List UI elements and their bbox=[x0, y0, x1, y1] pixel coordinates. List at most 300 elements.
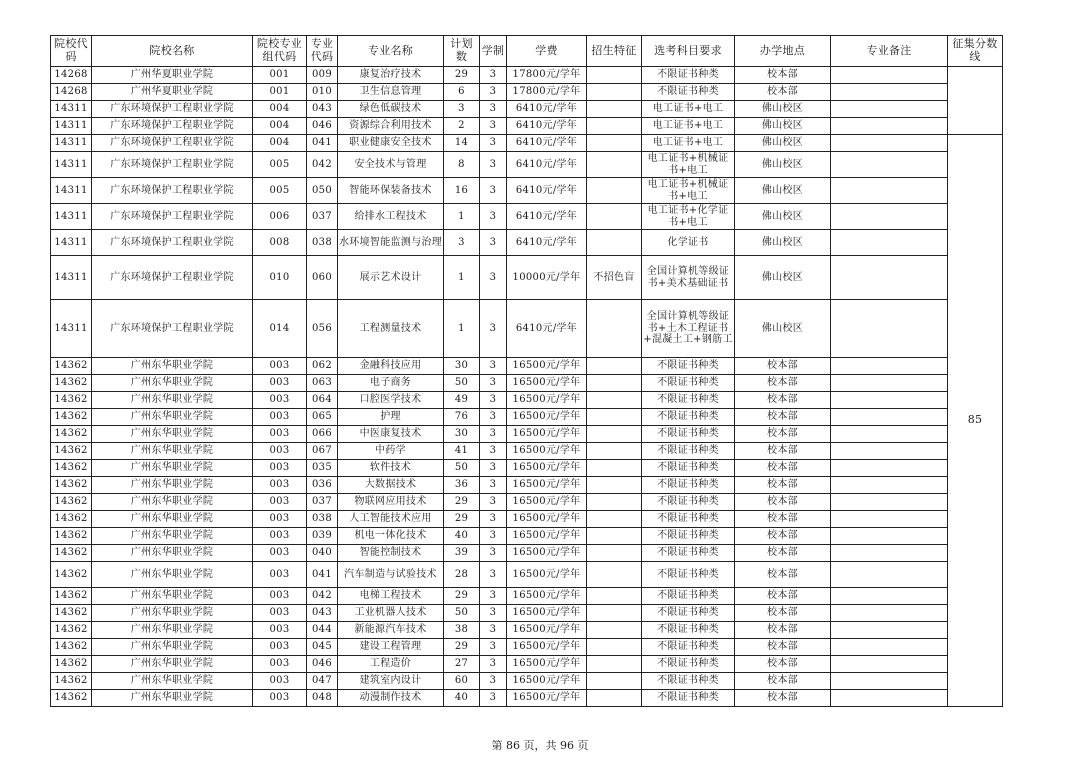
major-code-cell: 010 bbox=[307, 84, 338, 101]
group-code-cell: 003 bbox=[253, 639, 307, 656]
remarks-cell bbox=[831, 178, 948, 204]
years-cell: 3 bbox=[480, 178, 507, 204]
location-cell: 校本部 bbox=[735, 622, 831, 639]
group-code-cell: 003 bbox=[253, 358, 307, 375]
school-name-cell: 广东环境保护工程职业学院 bbox=[92, 118, 253, 135]
header-group-code: 院校专业组代码 bbox=[253, 36, 307, 67]
tuition-cell: 16500元/学年 bbox=[507, 545, 587, 562]
subject-requirement-cell: 不限证书种类 bbox=[642, 639, 735, 656]
table-row bbox=[51, 511, 1003, 528]
header-years: 学制 bbox=[480, 36, 507, 67]
school-name-cell: 广东环境保护工程职业学院 bbox=[92, 135, 253, 152]
remarks-cell bbox=[831, 118, 948, 135]
years-cell: 3 bbox=[480, 443, 507, 460]
feature-cell bbox=[587, 409, 642, 426]
years-cell: 3 bbox=[480, 528, 507, 545]
school-code-cell: 14362 bbox=[51, 528, 92, 545]
feature-cell bbox=[587, 673, 642, 690]
major-name-cell: 职业健康安全技术 bbox=[338, 135, 444, 152]
tuition-cell: 16500元/学年 bbox=[507, 639, 587, 656]
table-row bbox=[51, 494, 1003, 511]
remarks-cell bbox=[831, 358, 948, 375]
table-row bbox=[51, 358, 1003, 375]
school-code-cell: 14362 bbox=[51, 358, 92, 375]
table-row bbox=[51, 152, 1003, 178]
remarks-cell bbox=[831, 256, 948, 300]
table-row bbox=[51, 545, 1003, 562]
school-code-cell: 14362 bbox=[51, 562, 92, 588]
remarks-cell bbox=[831, 562, 948, 588]
school-name-cell: 广州东华职业学院 bbox=[92, 690, 253, 707]
subject-requirement-cell: 不限证书种类 bbox=[642, 494, 735, 511]
tuition-cell: 17800元/学年 bbox=[507, 67, 587, 84]
plan-count-cell: 30 bbox=[444, 426, 480, 443]
table-row bbox=[51, 639, 1003, 656]
major-code-cell: 046 bbox=[307, 118, 338, 135]
header-remarks: 专业备注 bbox=[831, 36, 948, 67]
school-name-cell: 广东环境保护工程职业学院 bbox=[92, 178, 253, 204]
major-name-cell: 绿色低碳技术 bbox=[338, 101, 444, 118]
major-code-cell: 042 bbox=[307, 152, 338, 178]
group-code-cell: 003 bbox=[253, 562, 307, 588]
school-code-cell: 14362 bbox=[51, 511, 92, 528]
school-name-cell: 广州东华职业学院 bbox=[92, 409, 253, 426]
school-name-cell: 广州东华职业学院 bbox=[92, 392, 253, 409]
location-cell: 校本部 bbox=[735, 673, 831, 690]
feature-cell bbox=[587, 562, 642, 588]
plan-count-cell: 40 bbox=[444, 528, 480, 545]
years-cell: 3 bbox=[480, 152, 507, 178]
location-cell: 校本部 bbox=[735, 545, 831, 562]
school-code-cell: 14311 bbox=[51, 118, 92, 135]
feature-cell bbox=[587, 392, 642, 409]
group-code-cell: 001 bbox=[253, 84, 307, 101]
school-code-cell: 14311 bbox=[51, 204, 92, 230]
school-code-cell: 14311 bbox=[51, 101, 92, 118]
major-code-cell: 045 bbox=[307, 639, 338, 656]
subject-requirement-cell: 不限证书种类 bbox=[642, 426, 735, 443]
major-name-cell: 机电一体化技术 bbox=[338, 528, 444, 545]
feature-cell bbox=[587, 300, 642, 358]
page-footer: 第 86 页，共 96 页 bbox=[491, 739, 589, 752]
major-code-cell: 066 bbox=[307, 426, 338, 443]
location-cell: 校本部 bbox=[735, 605, 831, 622]
tuition-cell: 6410元/学年 bbox=[507, 135, 587, 152]
school-name-cell: 广州东华职业学院 bbox=[92, 639, 253, 656]
group-code-cell: 003 bbox=[253, 588, 307, 605]
feature-cell bbox=[587, 178, 642, 204]
years-cell: 3 bbox=[480, 426, 507, 443]
subject-requirement-cell: 不限证书种类 bbox=[642, 673, 735, 690]
feature-cell bbox=[587, 204, 642, 230]
location-cell: 校本部 bbox=[735, 392, 831, 409]
tuition-cell: 16500元/学年 bbox=[507, 690, 587, 707]
plan-count-cell: 14 bbox=[444, 135, 480, 152]
location-cell: 佛山校区 bbox=[735, 178, 831, 204]
table-row bbox=[51, 477, 1003, 494]
table-row bbox=[51, 588, 1003, 605]
table-row bbox=[51, 67, 1003, 84]
feature-cell bbox=[587, 656, 642, 673]
table-row bbox=[51, 300, 1003, 358]
subject-requirement-cell: 不限证书种类 bbox=[642, 443, 735, 460]
table-row bbox=[51, 426, 1003, 443]
school-code-cell: 14362 bbox=[51, 656, 92, 673]
school-name-cell: 广东环境保护工程职业学院 bbox=[92, 204, 253, 230]
tuition-cell: 16500元/学年 bbox=[507, 409, 587, 426]
location-cell: 校本部 bbox=[735, 67, 831, 84]
tuition-cell: 6410元/学年 bbox=[507, 300, 587, 358]
plan-count-cell: 1 bbox=[444, 256, 480, 300]
table-row bbox=[51, 204, 1003, 230]
remarks-cell bbox=[831, 204, 948, 230]
subject-requirement-cell: 不限证书种类 bbox=[642, 588, 735, 605]
group-code-cell: 003 bbox=[253, 690, 307, 707]
plan-count-cell: 29 bbox=[444, 67, 480, 84]
years-cell: 3 bbox=[480, 639, 507, 656]
major-code-cell: 041 bbox=[307, 562, 338, 588]
table-row bbox=[51, 375, 1003, 392]
group-code-cell: 003 bbox=[253, 605, 307, 622]
major-name-cell: 中药学 bbox=[338, 443, 444, 460]
tuition-cell: 16500元/学年 bbox=[507, 358, 587, 375]
major-name-cell: 水环境智能监测与治理 bbox=[338, 230, 444, 256]
major-code-cell: 036 bbox=[307, 477, 338, 494]
tuition-cell: 16500元/学年 bbox=[507, 528, 587, 545]
years-cell: 3 bbox=[480, 494, 507, 511]
feature-cell bbox=[587, 101, 642, 118]
table-row bbox=[51, 673, 1003, 690]
major-code-cell: 047 bbox=[307, 673, 338, 690]
group-code-cell: 001 bbox=[253, 67, 307, 84]
plan-count-cell: 41 bbox=[444, 443, 480, 460]
location-cell: 校本部 bbox=[735, 409, 831, 426]
group-code-cell: 003 bbox=[253, 511, 307, 528]
table-row bbox=[51, 605, 1003, 622]
plan-count-cell: 76 bbox=[444, 409, 480, 426]
major-code-cell: 044 bbox=[307, 622, 338, 639]
school-code-cell: 14311 bbox=[51, 178, 92, 204]
major-name-cell: 智能环保装备技术 bbox=[338, 178, 444, 204]
school-code-cell: 14362 bbox=[51, 426, 92, 443]
remarks-cell bbox=[831, 375, 948, 392]
tuition-cell: 16500元/学年 bbox=[507, 656, 587, 673]
major-name-cell: 智能控制技术 bbox=[338, 545, 444, 562]
table-row bbox=[51, 118, 1003, 135]
major-name-cell: 工程造价 bbox=[338, 656, 444, 673]
school-code-cell: 14268 bbox=[51, 67, 92, 84]
remarks-cell bbox=[831, 477, 948, 494]
major-name-cell: 中医康复技术 bbox=[338, 426, 444, 443]
tuition-cell: 16500元/学年 bbox=[507, 426, 587, 443]
major-name-cell: 安全技术与管理 bbox=[338, 152, 444, 178]
group-code-cell: 003 bbox=[253, 656, 307, 673]
feature-cell bbox=[587, 375, 642, 392]
plan-count-cell: 50 bbox=[444, 460, 480, 477]
school-name-cell: 广州东华职业学院 bbox=[92, 443, 253, 460]
group-code-cell: 003 bbox=[253, 409, 307, 426]
plan-count-cell: 39 bbox=[444, 545, 480, 562]
school-name-cell: 广东环境保护工程职业学院 bbox=[92, 230, 253, 256]
major-name-cell: 电子商务 bbox=[338, 375, 444, 392]
years-cell: 3 bbox=[480, 545, 507, 562]
major-name-cell: 展示艺术设计 bbox=[338, 256, 444, 300]
group-code-cell: 005 bbox=[253, 152, 307, 178]
years-cell: 3 bbox=[480, 622, 507, 639]
location-cell: 校本部 bbox=[735, 511, 831, 528]
group-code-cell: 004 bbox=[253, 118, 307, 135]
feature-cell bbox=[587, 67, 642, 84]
school-code-cell: 14311 bbox=[51, 256, 92, 300]
header-school-name: 院校名称 bbox=[92, 36, 253, 67]
table-row bbox=[51, 528, 1003, 545]
plan-count-cell: 36 bbox=[444, 477, 480, 494]
years-cell: 3 bbox=[480, 256, 507, 300]
location-cell: 校本部 bbox=[735, 84, 831, 101]
plan-count-cell: 29 bbox=[444, 511, 480, 528]
years-cell: 3 bbox=[480, 409, 507, 426]
remarks-cell bbox=[831, 460, 948, 477]
school-name-cell: 广州东华职业学院 bbox=[92, 426, 253, 443]
table-row bbox=[51, 443, 1003, 460]
feature-cell bbox=[587, 443, 642, 460]
table-row bbox=[51, 101, 1003, 118]
major-code-cell: 050 bbox=[307, 178, 338, 204]
group-code-cell: 003 bbox=[253, 545, 307, 562]
tuition-cell: 17800元/学年 bbox=[507, 84, 587, 101]
plan-count-cell: 1 bbox=[444, 300, 480, 358]
feature-cell bbox=[587, 690, 642, 707]
school-code-cell: 14362 bbox=[51, 690, 92, 707]
subject-requirement-cell: 不限证书种类 bbox=[642, 460, 735, 477]
header-plan: 计划数 bbox=[444, 36, 480, 67]
plan-count-cell: 29 bbox=[444, 494, 480, 511]
plan-count-cell: 27 bbox=[444, 656, 480, 673]
feature-cell bbox=[587, 605, 642, 622]
header-major-name: 专业名称 bbox=[338, 36, 444, 67]
header-row bbox=[51, 36, 1003, 67]
subject-requirement-cell: 电工证书+机械证书+电工 bbox=[642, 178, 735, 204]
years-cell: 3 bbox=[480, 690, 507, 707]
major-name-cell: 建筑室内设计 bbox=[338, 673, 444, 690]
major-code-cell: 043 bbox=[307, 101, 338, 118]
remarks-cell bbox=[831, 690, 948, 707]
years-cell: 3 bbox=[480, 656, 507, 673]
major-code-cell: 037 bbox=[307, 494, 338, 511]
school-code-cell: 14362 bbox=[51, 673, 92, 690]
years-cell: 3 bbox=[480, 358, 507, 375]
subject-requirement-cell: 不限证书种类 bbox=[642, 562, 735, 588]
table-row bbox=[51, 230, 1003, 256]
remarks-cell bbox=[831, 300, 948, 358]
remarks-cell bbox=[831, 511, 948, 528]
major-code-cell: 038 bbox=[307, 511, 338, 528]
header-tuition: 学费 bbox=[507, 36, 587, 67]
group-code-cell: 003 bbox=[253, 426, 307, 443]
group-code-cell: 003 bbox=[253, 622, 307, 639]
plan-count-cell: 2 bbox=[444, 118, 480, 135]
school-code-cell: 14362 bbox=[51, 622, 92, 639]
remarks-cell bbox=[831, 426, 948, 443]
school-name-cell: 广州东华职业学院 bbox=[92, 545, 253, 562]
location-cell: 佛山校区 bbox=[735, 300, 831, 358]
tuition-cell: 16500元/学年 bbox=[507, 622, 587, 639]
location-cell: 校本部 bbox=[735, 588, 831, 605]
plan-count-cell: 1 bbox=[444, 204, 480, 230]
tuition-cell: 16500元/学年 bbox=[507, 562, 587, 588]
header-subjects: 选考科目要求 bbox=[642, 36, 735, 67]
school-code-cell: 14311 bbox=[51, 135, 92, 152]
major-code-cell: 048 bbox=[307, 690, 338, 707]
subject-requirement-cell: 不限证书种类 bbox=[642, 511, 735, 528]
feature-cell bbox=[587, 118, 642, 135]
subject-requirement-cell: 不限证书种类 bbox=[642, 545, 735, 562]
subject-requirement-cell: 全国计算机等级证书+美术基础证书 bbox=[642, 256, 735, 300]
school-code-cell: 14362 bbox=[51, 605, 92, 622]
remarks-cell bbox=[831, 673, 948, 690]
table-row bbox=[51, 256, 1003, 300]
major-code-cell: 035 bbox=[307, 460, 338, 477]
remarks-cell bbox=[831, 230, 948, 256]
feature-cell bbox=[587, 545, 642, 562]
school-name-cell: 广州东华职业学院 bbox=[92, 622, 253, 639]
major-code-cell: 039 bbox=[307, 528, 338, 545]
major-name-cell: 物联网应用技术 bbox=[338, 494, 444, 511]
group-code-cell: 003 bbox=[253, 528, 307, 545]
years-cell: 3 bbox=[480, 673, 507, 690]
group-code-cell: 004 bbox=[253, 101, 307, 118]
school-name-cell: 广东环境保护工程职业学院 bbox=[92, 300, 253, 358]
remarks-cell bbox=[831, 409, 948, 426]
years-cell: 3 bbox=[480, 511, 507, 528]
table-row bbox=[51, 460, 1003, 477]
table-row bbox=[51, 135, 1003, 152]
tuition-cell: 16500元/学年 bbox=[507, 477, 587, 494]
location-cell: 校本部 bbox=[735, 639, 831, 656]
subject-requirement-cell: 不限证书种类 bbox=[642, 528, 735, 545]
plan-count-cell: 8 bbox=[444, 152, 480, 178]
plan-count-cell: 29 bbox=[444, 588, 480, 605]
group-code-cell: 003 bbox=[253, 477, 307, 494]
major-code-cell: 009 bbox=[307, 67, 338, 84]
score-line-cell bbox=[948, 67, 1003, 135]
remarks-cell bbox=[831, 605, 948, 622]
tuition-cell: 16500元/学年 bbox=[507, 605, 587, 622]
table-row bbox=[51, 656, 1003, 673]
subject-requirement-cell: 化学证书 bbox=[642, 230, 735, 256]
school-name-cell: 广州东华职业学院 bbox=[92, 562, 253, 588]
years-cell: 3 bbox=[480, 460, 507, 477]
remarks-cell bbox=[831, 67, 948, 84]
table-row bbox=[51, 690, 1003, 707]
score-line-value: 85 bbox=[948, 135, 1003, 707]
location-cell: 佛山校区 bbox=[735, 118, 831, 135]
feature-cell bbox=[587, 528, 642, 545]
tuition-cell: 6410元/学年 bbox=[507, 204, 587, 230]
group-code-cell: 003 bbox=[253, 460, 307, 477]
feature-cell bbox=[587, 588, 642, 605]
table-row bbox=[51, 178, 1003, 204]
major-name-cell: 电梯工程技术 bbox=[338, 588, 444, 605]
location-cell: 校本部 bbox=[735, 375, 831, 392]
admissions-table bbox=[50, 35, 1003, 707]
feature-cell: 不招色盲 bbox=[587, 256, 642, 300]
location-cell: 佛山校区 bbox=[735, 230, 831, 256]
school-name-cell: 广州东华职业学院 bbox=[92, 375, 253, 392]
major-code-cell: 056 bbox=[307, 300, 338, 358]
tuition-cell: 16500元/学年 bbox=[507, 511, 587, 528]
tuition-cell: 6410元/学年 bbox=[507, 230, 587, 256]
major-code-cell: 067 bbox=[307, 443, 338, 460]
plan-count-cell: 29 bbox=[444, 639, 480, 656]
tuition-cell: 6410元/学年 bbox=[507, 118, 587, 135]
plan-count-cell: 3 bbox=[444, 230, 480, 256]
school-name-cell: 广州东华职业学院 bbox=[92, 673, 253, 690]
location-cell: 校本部 bbox=[735, 358, 831, 375]
remarks-cell bbox=[831, 135, 948, 152]
major-code-cell: 065 bbox=[307, 409, 338, 426]
school-code-cell: 14268 bbox=[51, 84, 92, 101]
table-row bbox=[51, 392, 1003, 409]
location-cell: 校本部 bbox=[735, 562, 831, 588]
remarks-cell bbox=[831, 84, 948, 101]
subject-requirement-cell: 电工证书+化学证书+电工 bbox=[642, 204, 735, 230]
subject-requirement-cell: 不限证书种类 bbox=[642, 477, 735, 494]
years-cell: 3 bbox=[480, 300, 507, 358]
major-name-cell: 建设工程管理 bbox=[338, 639, 444, 656]
major-name-cell: 工程测量技术 bbox=[338, 300, 444, 358]
feature-cell bbox=[587, 477, 642, 494]
group-code-cell: 003 bbox=[253, 443, 307, 460]
remarks-cell bbox=[831, 656, 948, 673]
group-code-cell: 004 bbox=[253, 135, 307, 152]
group-code-cell: 003 bbox=[253, 392, 307, 409]
group-code-cell: 003 bbox=[253, 375, 307, 392]
school-name-cell: 广州华夏职业学院 bbox=[92, 67, 253, 84]
tuition-cell: 16500元/学年 bbox=[507, 443, 587, 460]
plan-count-cell: 60 bbox=[444, 673, 480, 690]
school-code-cell: 14362 bbox=[51, 443, 92, 460]
major-name-cell: 金融科技应用 bbox=[338, 358, 444, 375]
years-cell: 3 bbox=[480, 392, 507, 409]
location-cell: 校本部 bbox=[735, 443, 831, 460]
tuition-cell: 16500元/学年 bbox=[507, 460, 587, 477]
subject-requirement-cell: 不限证书种类 bbox=[642, 605, 735, 622]
feature-cell bbox=[587, 358, 642, 375]
years-cell: 3 bbox=[480, 477, 507, 494]
subject-requirement-cell: 电工证书+电工 bbox=[642, 135, 735, 152]
header-score-line: 征集分数线 bbox=[948, 36, 1003, 67]
location-cell: 校本部 bbox=[735, 494, 831, 511]
years-cell: 3 bbox=[480, 562, 507, 588]
school-code-cell: 14362 bbox=[51, 639, 92, 656]
location-cell: 佛山校区 bbox=[735, 101, 831, 118]
subject-requirement-cell: 不限证书种类 bbox=[642, 375, 735, 392]
group-code-cell: 010 bbox=[253, 256, 307, 300]
location-cell: 校本部 bbox=[735, 690, 831, 707]
tuition-cell: 16500元/学年 bbox=[507, 588, 587, 605]
location-cell: 佛山校区 bbox=[735, 256, 831, 300]
subject-requirement-cell: 全国计算机等级证书+土木工程证书+混凝土工+钢筋工 bbox=[642, 300, 735, 358]
school-code-cell: 14362 bbox=[51, 545, 92, 562]
school-name-cell: 广州东华职业学院 bbox=[92, 358, 253, 375]
school-name-cell: 广州东华职业学院 bbox=[92, 588, 253, 605]
school-name-cell: 广东环境保护工程职业学院 bbox=[92, 101, 253, 118]
school-code-cell: 14362 bbox=[51, 494, 92, 511]
tuition-cell: 6410元/学年 bbox=[507, 101, 587, 118]
major-code-cell: 037 bbox=[307, 204, 338, 230]
header-major-code: 专业代码 bbox=[307, 36, 338, 67]
